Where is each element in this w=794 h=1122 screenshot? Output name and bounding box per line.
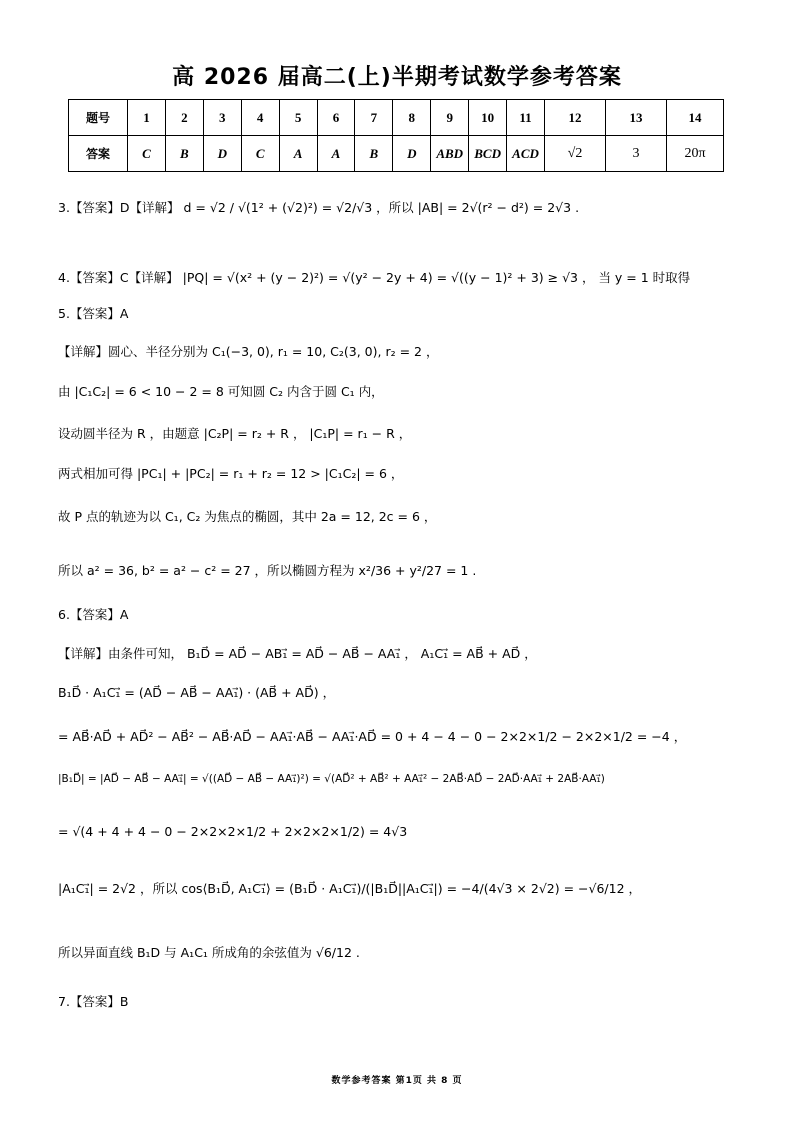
- answer-cell: ABD: [431, 136, 469, 172]
- question-number: 5: [279, 100, 317, 136]
- answer-cell: C: [128, 136, 166, 172]
- answer-label: 答案: [69, 136, 128, 172]
- solution-q6-line: 【详解】由条件可知， B₁D⃗ = AD⃗ − AB₁⃗ = AD⃗ − AB⃗ − AA₁⃗ ， A₁C₁⃗ = AB⃗ + AD⃗ ，: [58, 646, 537, 661]
- question-number: 4: [241, 100, 279, 136]
- answer-table: [68, 99, 724, 172]
- answer-cell: D: [203, 136, 241, 172]
- question-number: 8: [393, 100, 431, 136]
- question-number: 2: [165, 100, 203, 136]
- question-number: 7: [355, 100, 393, 136]
- question-number: 6: [317, 100, 355, 136]
- answer-table-header-row: [69, 100, 724, 136]
- answer-cell: B: [165, 136, 203, 172]
- answer-cell: ACD: [507, 136, 545, 172]
- solution-q5-line: 由 |C₁C₂| = 6 < 10 − 2 = 8 可知圆 C₂ 内含于圆 C₁ 内，: [58, 384, 384, 399]
- answer-cell: 20π: [667, 136, 724, 172]
- answer-table-answer-row: [69, 136, 724, 172]
- question-number-label: 题号: [69, 100, 128, 136]
- question-number: 1: [128, 100, 166, 136]
- answer-cell: √2: [545, 136, 606, 172]
- page-title: 高 2026 届高二(上)半期考试数学参考答案: [172, 65, 622, 90]
- page-footer: 数学参考答案 第1页 共 8 页: [331, 1076, 463, 1086]
- solution-q5-line: 两式相加可得 |PC₁| + |PC₂| = r₁ + r₂ = 12 > |C₁C₂| = 6 ，: [58, 466, 404, 481]
- question-number: 9: [431, 100, 469, 136]
- solution-q6-heading: 6.【答案】A: [58, 607, 129, 622]
- solution-q6-line: = AB⃗·AD⃗ + AD⃗² − AB⃗² − AB⃗·AD⃗ − AA₁⃗·AB⃗ − AA₁⃗·AD⃗ = 0 + 4 − 4 − 0 − 2×2×1/2 − 2×2×1/2 = −4 ，: [58, 729, 687, 744]
- solution-q5-line: 设动圆半径为 R ，由题意 |C₂P| = r₂ + R ， |C₁P| = r₁ − R ，: [58, 426, 412, 441]
- solution-q5-heading: 5.【答案】A: [58, 306, 129, 321]
- answer-cell: BCD: [469, 136, 507, 172]
- solution-q5-line: 故 P 点的轨迹为以 C₁, C₂ 为焦点的椭圆，其中 2a = 12, 2c = 6 ，: [58, 509, 437, 524]
- solution-q5-line: 【详解】圆心、半径分别为 C₁(−3, 0), r₁ = 10, C₂(3, 0), r₂ = 2 ，: [58, 344, 439, 359]
- solution-q7-heading: 7.【答案】B: [58, 994, 129, 1009]
- question-number: 11: [507, 100, 545, 136]
- answer-cell: A: [279, 136, 317, 172]
- answer-cell: B: [355, 136, 393, 172]
- solution-q6-line: B₁D⃗ · A₁C₁⃗ = (AD⃗ − AB⃗ − AA₁⃗) · (AB⃗ + AD⃗) ，: [58, 685, 336, 700]
- answer-cell: D: [393, 136, 431, 172]
- solution-q4: 4.【答案】C【详解】 |PQ| = √(x² + (y − 2)²) = √(y² − 2y + 4) = √((y − 1)² + 3) ≥ √3 ， 当 y = 1 时取得: [58, 270, 691, 285]
- question-number: 3: [203, 100, 241, 136]
- solution-q5-line: 所以 a² = 36, b² = a² − c² = 27 ，所以椭圆方程为 x²/36 + y²/27 = 1 .: [58, 563, 477, 578]
- question-number: 13: [606, 100, 667, 136]
- answer-cell: C: [241, 136, 279, 172]
- solution-q6-line: |A₁C₁⃗| = 2√2 ，所以 cos⟨B₁D⃗, A₁C₁⃗⟩ = (B₁D⃗ · A₁C₁⃗)/(|B₁D⃗||A₁C₁⃗|) = −4/(4√3 × 2√2) = −√6/12 ，: [58, 881, 642, 896]
- solution-q6-line: |B₁D⃗| = |AD⃗ − AB⃗ − AA₁⃗| = √((AD⃗ − AB⃗ − AA₁⃗)²) = √(AD⃗² + AB⃗² + AA₁⃗² − 2AB⃗·AD⃗ − 2AD⃗·AA₁⃗ + 2AB⃗·AA₁⃗): [58, 773, 605, 785]
- question-number: 14: [667, 100, 724, 136]
- question-number: 10: [469, 100, 507, 136]
- answer-cell: 3: [606, 136, 667, 172]
- answer-cell: A: [317, 136, 355, 172]
- question-number: 12: [545, 100, 606, 136]
- solution-q6-line: = √(4 + 4 + 4 − 0 − 2×2×2×1/2 + 2×2×2×1/2) = 4√3: [58, 824, 408, 839]
- solution-q3: 3.【答案】D【详解】 d = √2 / √(1² + (√2)²) = √2/√3 ，所以 |AB| = 2√(r² − d²) = 2√3 .: [58, 200, 580, 215]
- solution-q6-line: 所以异面直线 B₁D 与 A₁C₁ 所成角的余弦值为 √6/12 .: [58, 945, 360, 960]
